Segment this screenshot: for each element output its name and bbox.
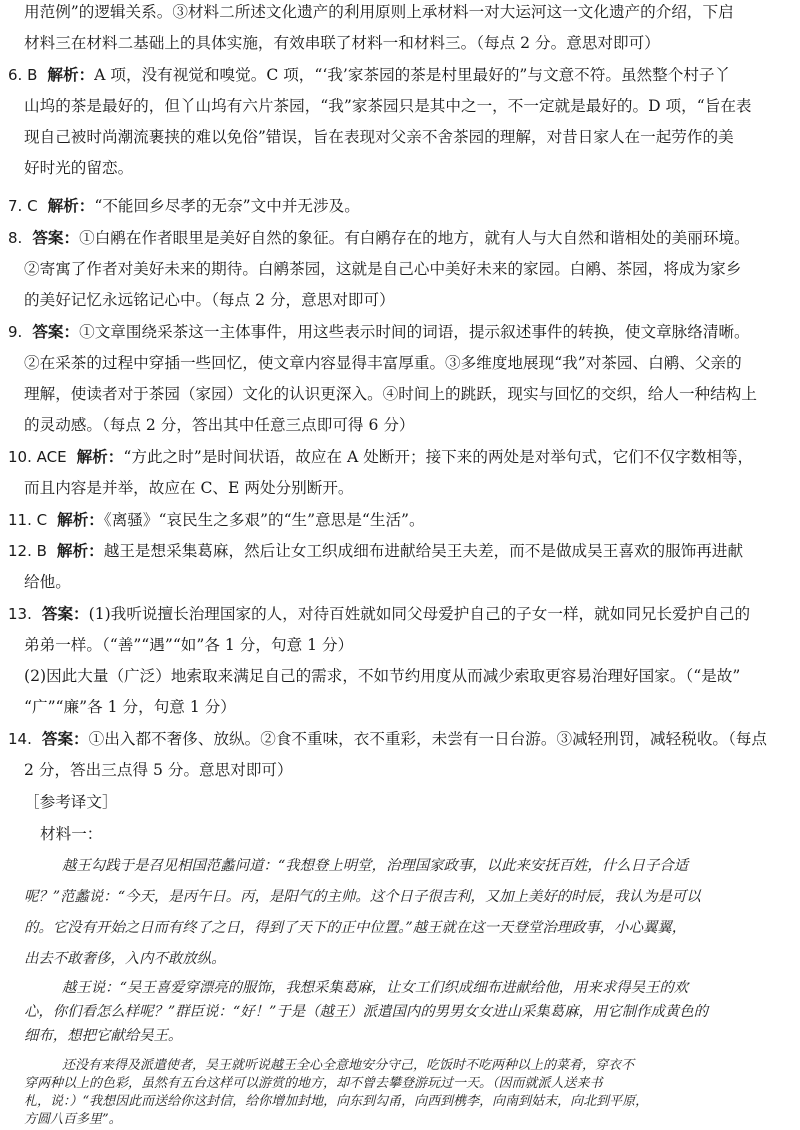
translation-line: 还没有来得及派遣使者，吴王就听说越王全心全意地安分守己，吃饭时不吃两种以上的菜肴，穿衣不 [62,1058,635,1073]
question-label: 答案： [32,228,80,247]
text-line: ②寄寓了作者对美好未来的期待。白鹇茶园，这就是自己心中美好未来的家园。白鹇、茶园，将成为家乡 [24,260,742,278]
question-13 [8,604,750,624]
text-line: 好时光的留恋。 [24,159,134,177]
question-12 [8,541,743,561]
question-text: (1)我听说擅长治理国家的人，对待百姓就如同父母爱护自己的子女一样，就如同兄长爱护自己的 [88,605,751,623]
text-line: 材料三在材料二基础上的具体实施，有效串联了材料一和材料三。（每点 2 分。意思对即可） [24,34,660,52]
question-11 [8,510,425,530]
text-line: 弟弟一样。（“善”“遇”“如”各 1 分，句意 1 分） [24,636,354,654]
text-line: (2)因此大量（广泛）地索取来满足自己的需求，不如节约用度从而减少索取更容易治理好国家。（“是故” [24,667,741,685]
text-line: “广”“廉”各 1 分，句意 1 分） [24,698,236,716]
translation-line: 越王勾践于是召见相国范蠡问道：“我想登上明堂，治理国家政事，以此来安抚百姓，什么日子合适 [62,858,689,874]
question-number: 13. [8,605,32,623]
text-line: 用范例”的逻辑关系。③材料二所述文化遗产的利用原则上承材料一对大运河这一文化遗产的介绍，下启 [24,3,734,21]
translation-line: 出去不敢奢侈，入内不敢放纵。 [24,951,226,967]
section-heading: ［参考译文］ [24,793,118,811]
question-label: 答案： [32,322,80,341]
question-text: 越王是想采集葛麻，然后让女工织成细布进献给吴王夫差，而不是做成吴王喜欢的服饰再进献 [103,542,744,560]
translation-line: 札，说：）“我想因此而送给你这封信，给你增加封地，向东到勾甬，向西到槜李，向南到姑末，向北到平原， [24,1094,649,1109]
question-number: 9. [8,323,23,341]
text-line: 山坞的茶是最好的，但丫山坞有六片茶园，“我”家茶园只是其中之一，不一定就是最好的。D 项，“旨在表 [24,97,752,115]
translation-line: 心，你们看怎么样呢？”群臣说：“好！”于是（越王）派遣国内的男男女女进山采集葛麻，用它制作成黄色的 [24,1004,709,1020]
translation-line: 呢？”范蠡说：“今天，是丙午日。丙，是阳气的主帅。这个日子很吉利，又加上美好的时辰，我认为是可以 [24,889,701,905]
question-text: ①出入都不奢侈、放纵。②食不重味，衣不重彩，未尝有一日台游。③减轻刑罚，减轻税收。（每点 [88,730,767,748]
text-line: 给他。 [24,573,71,591]
question-number: 7. C [8,197,38,215]
translation-line: 细布，想把它献给吴王。 [24,1028,183,1044]
question-7 [8,196,360,216]
translation-line: 方圆八百多里”。 [24,1112,122,1127]
question-text: “方此之时”是时间状语，故应在 A 处断开；接下来的两处是对举句式，它们不仅字数相等， [123,448,754,466]
question-label: 解析： [76,447,124,466]
translation-line: 穿两种以上的色彩，虽然有五台这样可以游赏的地方，却不曾去攀登游玩过一天。（因而就派人送来书 [24,1076,603,1091]
question-number: 14. [8,730,32,748]
question-text: “不能回乡尽孝的无奈”文中并无涉及。 [94,197,360,215]
question-6 [8,65,730,85]
question-label: 解析： [56,541,104,560]
question-label: 解析： [47,65,95,84]
question-label: 解析： [47,196,95,215]
question-label: 解析： [57,510,104,529]
question-number: 8. [8,229,23,247]
question-text: A 项，没有视觉和嗅觉。C 项，“‘我’家茶园的茶是村里最好的”与文意不符。虽然整个村子丫 [94,66,731,84]
text-line: 而且内容是并举，故应在 C、E 两处分别断开。 [24,479,354,497]
material-heading: 材料一： [40,825,103,843]
question-number: 6. B [8,66,38,84]
question-text: 《离骚》“哀民生之多艰”的“生”意思是“生活”。 [103,511,425,529]
question-number: 11. C [8,511,48,529]
text-line: 的美好记忆永远铭记心中。（每点 2 分，意思对即可） [24,291,395,309]
text-line: 现自己被时尚潮流裹挟的难以免俗”错误，旨在表现对父亲不舍茶园的理解，对昔日家人在一起劳作的美 [24,128,734,146]
question-number: 12. B [8,542,47,560]
question-14 [8,729,767,749]
question-text: ①白鹇在作者眼里是美好自然的象征。有白鹇存在的地方，就有人与大自然和谐相处的美丽环境。 [79,229,750,247]
text-line: 2 分，答出三点得 5 分。意思对即可） [24,761,293,779]
question-9 [8,322,750,342]
question-label: 答案： [41,729,89,748]
question-8 [8,228,750,248]
question-label: 答案： [41,604,89,623]
question-text: ①文章围绕采茶这一主体事件，用这些表示时间的词语，提示叙述事件的转换，使文章脉络清晰。 [79,323,750,341]
text-line: ②在采茶的过程中穿插一些回忆，使文章内容显得丰富厚重。③多维度地展现“我”对茶园、白鹇、父亲的 [24,354,742,372]
question-number: 10. ACE [8,448,67,466]
question-10 [8,447,753,467]
translation-line: 越王说：“吴王喜爱穿漂亮的服饰，我想采集葛麻，让女工们织成细布进献给他，用来求得吴王的欢 [62,980,689,996]
translation-line: 的。它没有开始之日而有终了之日，得到了天下的正中位置。”越王就在这一天登堂治理政事，小心翼翼， [24,920,687,936]
text-line: 理解，使读者对于茶园（家园）文化的认识更深入。④时间上的跳跃，现实与回忆的交织，给人一种结构上 [24,385,757,403]
text-line: 的灵动感。（每点 2 分，答出其中任意三点即可得 6 分） [24,416,415,434]
